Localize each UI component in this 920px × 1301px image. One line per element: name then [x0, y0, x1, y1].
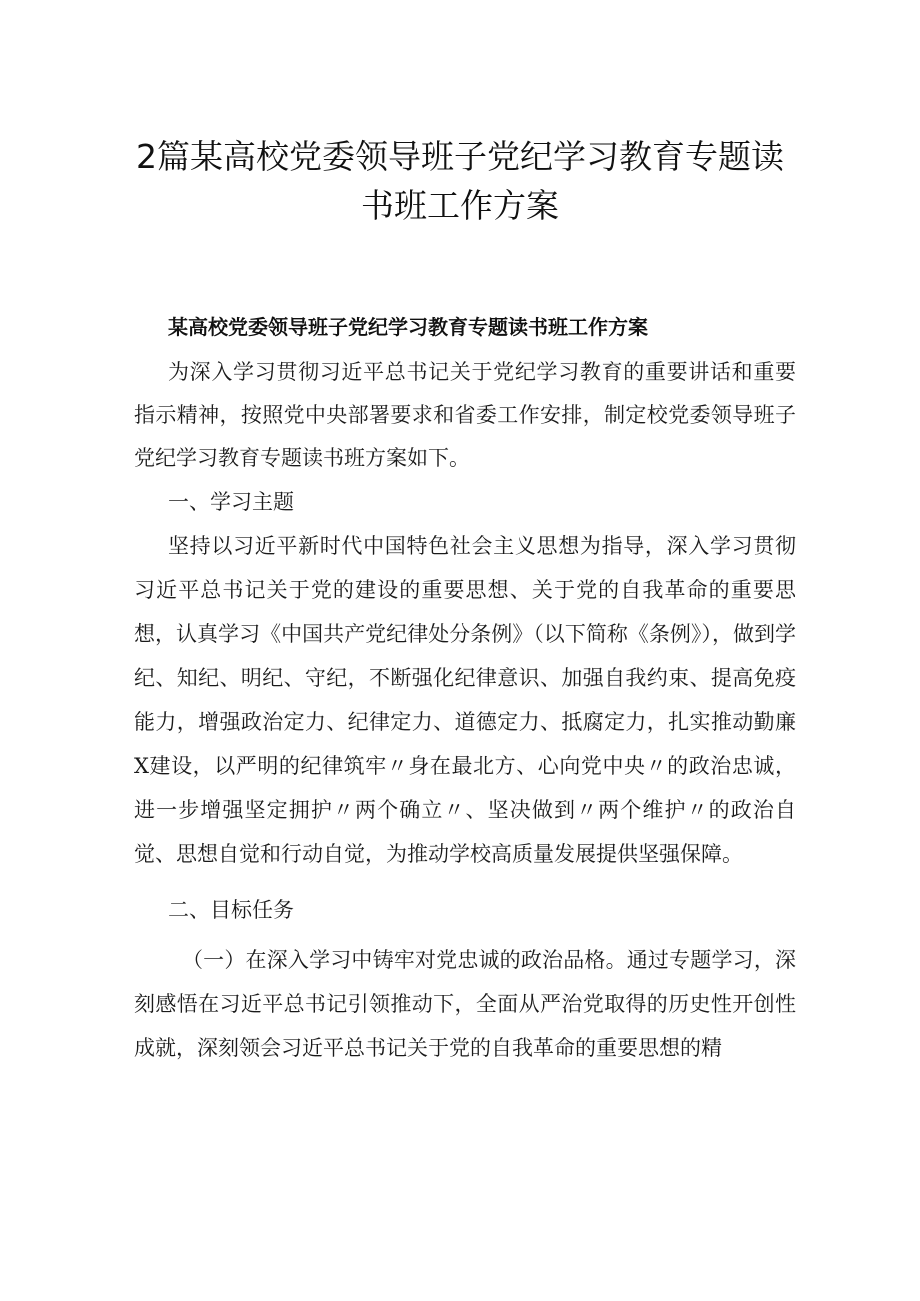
section-heading-goals-tasks: 二、目标任务	[168, 898, 294, 922]
goals-item-1-paragraph: （一）在深入学习中铸牢对党忠诚的政治品格。通过专题学习，深刻感悟在习近平总书记引领推动下，全面从严治党取得的历史性开创性成就，深刻领会习近平总书记关于党的自我革命的重要思想的精	[134, 948, 796, 1060]
document-subtitle: 某高校党委领导班子党纪学习教育专题读书班工作方案	[168, 315, 648, 339]
document-body	[134, 307, 796, 1070]
intro-paragraph: 为深入学习贯彻习近平总书记关于党纪学习教育的重要讲话和重要指示精神，按照党中央部署要求和省委工作安排，制定校党委领导班子党纪学习教育专题读书班方案如下。	[134, 360, 796, 470]
study-theme-paragraph: 坚持以习近平新时代中国特色社会主义思想为指导，深入学习贯彻习近平总书记关于党的建设的重要思想、关于党的自我革命的重要思想，认真学习《中国共产党纪律处分条例》（以下简称《条例》），做到学纪、知纪、明纪、守纪，不断强化纪律意识、加强自我约束、提高免疫能力，增强政治定力、纪律定力、道德定力、抵腐定力，扎实推动勤廉X建设，以严明的纪律筑牢〃身在最北方、心向党中央〃的政治忠诚，进一步增强坚定拥护〃两个确立〃、坚决做到〃两个维护〃的政治自觉、思想自觉和行动自觉，为推动学校高质量发展提供坚强保障。	[134, 534, 796, 866]
section-heading-study-theme: 一、学习主题	[168, 490, 294, 514]
document-title-line-2: 书班工作方案	[361, 186, 559, 225]
document-title-line-1: 2篇某高校党委领导班子党纪学习教育专题读	[136, 137, 784, 176]
document-title	[100, 132, 820, 230]
